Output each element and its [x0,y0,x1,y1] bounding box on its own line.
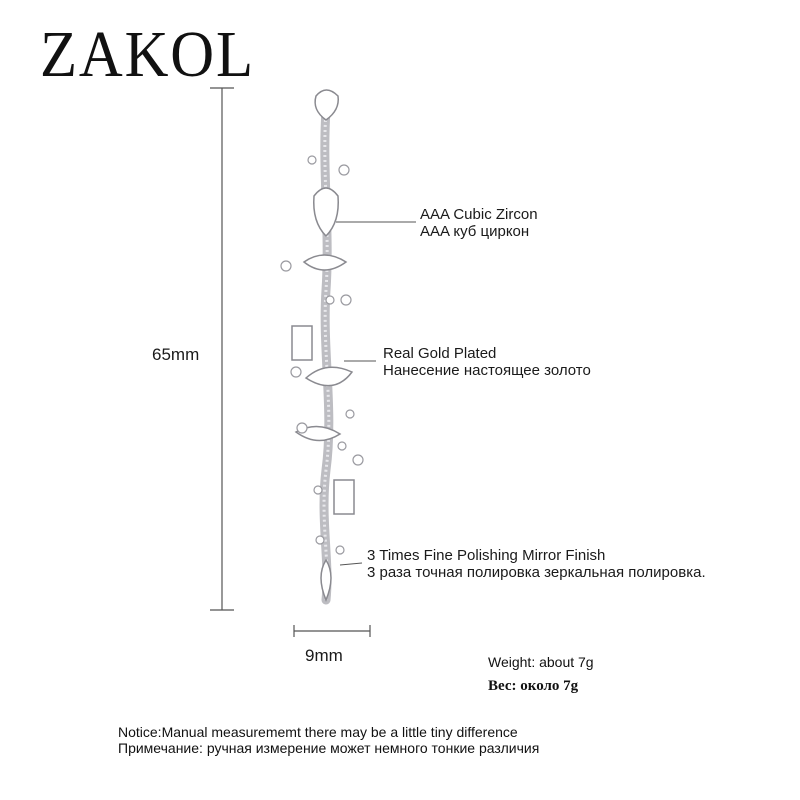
weight-line-en: Weight: about 7g [488,654,594,670]
notice-line-en: Notice:Manual measurememt there may be a little tiny difference [118,724,518,740]
height-dimension-line [210,88,234,610]
weight-info [488,650,594,698]
callout-polishing [367,547,706,581]
callout-zircon-line2: AAA куб циркон [420,223,530,240]
callout-polishing-line1: 3 Times Fine Polishing Mirror Finish [367,547,606,564]
callout-gold-plated-line1: Real Gold Plated [383,345,497,362]
weight-line-ru: Вес: около 7g [488,678,579,694]
callout-gold-plated [383,345,591,379]
callout-gold-plated-line2: Нанесение настоящее золото [383,362,591,379]
height-label: 65mm [152,345,200,364]
callout-zircon-line1: AAA Cubic Zircon [420,206,538,223]
callout-zircon [420,206,538,240]
brand-logo: ZAKOL [40,18,255,91]
width-dimension-line [294,625,370,637]
callout-polishing-line2: 3 раза точная полировка зеркальная полировка. [367,564,706,581]
notice-line-ru: Примечание: ручная измерение может немного тонкие различия [118,740,540,756]
notice [118,724,539,756]
earring-graphic [281,90,363,600]
width-label: 9mm [305,646,343,665]
